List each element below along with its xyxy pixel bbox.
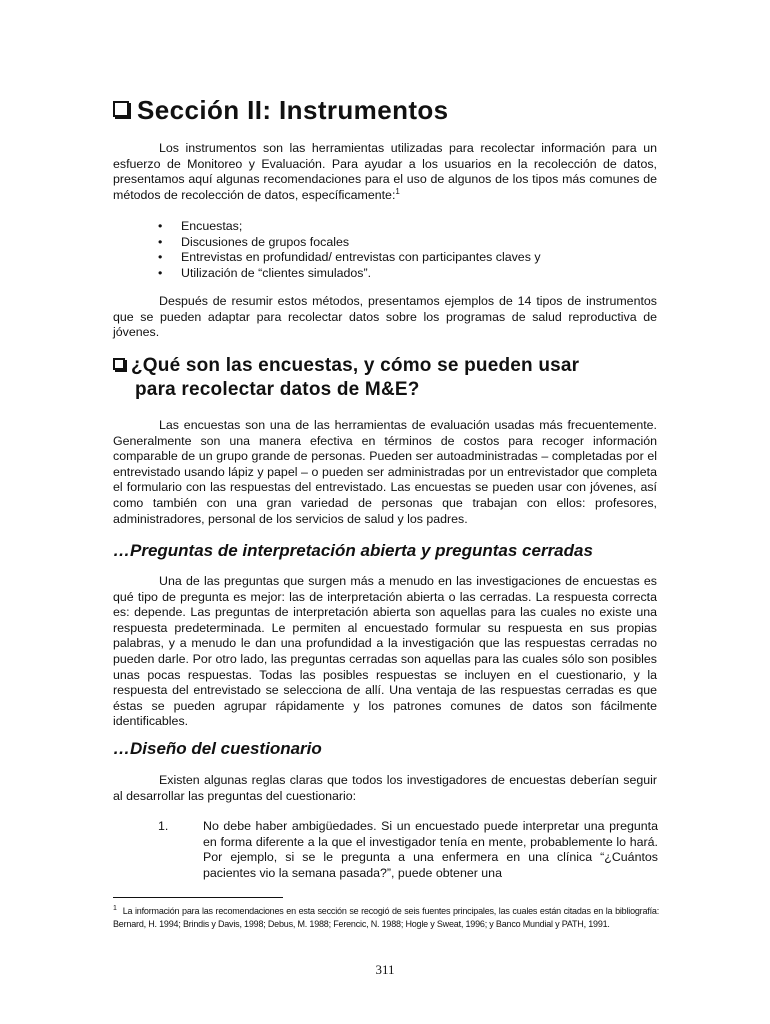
summary-paragraph: Después de resumir estos métodos, presentamos ejemplos de 14 tipos de instrumentos que se pueden adaptar para recolectar datos sobre los programas de salud reproductiva de jóvenes.	[113, 294, 657, 340]
bullet-icon: •	[158, 234, 163, 249]
questions-heading: …Preguntas de interpretación abierta y preguntas cerradas	[113, 541, 593, 560]
questions-paragraph: Una de las preguntas que surgen más a menudo en las investigaciones de encuestas es qué tipo de pregunta es mejor: las de interpretación abierta o las cerradas. La respuesta correcta es: depende. Las preguntas de interpretación abierta son aquellas para las cuales no existe una respuesta predeterminada. Le permiten al encuestado formular su respuesta en sus propias palabras, y a menudo le dan una profundidad a la investigación que las respuestas cerradas no pueden darle. Por otro lado, las preguntas cerradas son aquellas para las cuales sólo son posibles unas pocas respuestas. Todas las posibles respuestas se incluyen en el cuestionario, y la respuesta del entrevistado se selecciona de allí. Una ventaja de las respuestas cerradas es que éstas se pueden agrupar rápidamente y los patrones comunes de datos son fácilmente identificables.	[113, 574, 657, 729]
section-heading	[113, 93, 673, 127]
footnote-marker: 1	[113, 905, 117, 912]
list-item: • Entrevistas en profundidad/ entrevistas con participantes claves y	[158, 250, 541, 265]
bullet-icon: •	[158, 265, 163, 280]
rule-number: 1.	[158, 819, 169, 833]
list-item: • Utilización de “clientes simulados”.	[158, 265, 372, 280]
section-title: Sección II: Instrumentos	[137, 95, 449, 125]
list-item: • Discusiones de grupos focales	[158, 234, 350, 249]
bullet-icon: •	[158, 219, 163, 233]
checkbox-icon	[113, 358, 125, 370]
footnote-text: La información para las recomendaciones en esta sección se recogió de seis fuentes principales, las cuales están citadas en la bibliografía: Bernard, H. 1994; Brindis y Davis, 1998; Debus, M. 1988; Ferencic, N. 1988; Hogle y Sweat, 1996; y Banco Mundial y PATH, 1991.	[113, 906, 659, 929]
surveys-heading-line1: ¿Qué son las encuestas, y cómo se pueden usar	[131, 355, 580, 376]
footnote-reference: 1	[395, 186, 400, 196]
surveys-paragraph: Las encuestas son una de las herramientas de evaluación usadas más frecuentemente. Generalmente son una manera efectiva en términos de costos para recoger información comparable de un grupo grande de personas. Pueden ser autoadministradas – completadas por el entrevistado usando lápiz y papel – o pueden ser administradas por un entrevistador que completa el formulario con las respuestas del entrevistado. Las encuestas se pueden usar con jóvenes, así como también con una gran variedad de personas que trabajan con ellos: profesores, administradores, personal de los servicios de salud y los padres.	[113, 418, 657, 526]
list-item: • Encuestas;	[158, 219, 243, 233]
footnote	[113, 905, 659, 931]
methods-list	[158, 219, 658, 281]
design-paragraph: Existen algunas reglas claras que todos los investigadores de encuestas deberían seguir al desarrollar las preguntas del cuestionario:	[113, 773, 657, 803]
surveys-heading-line2: para recolectar datos de M&E?	[135, 379, 420, 400]
bullet-icon: •	[158, 250, 163, 265]
intro-paragraph	[113, 141, 657, 203]
surveys-heading	[113, 354, 673, 402]
page-number: 311	[375, 962, 395, 977]
footnote-divider	[113, 897, 283, 898]
checkbox-icon	[113, 101, 129, 117]
intro-text: Los instrumentos son las herramientas utilizadas para recolectar información para un esfuerzo de Monitoreo y Evaluación. Para ayudar a los usuarios en la recolección de datos, presentamos aquí algunas recomendaciones para el uso de algunos de los tipos más comunes de métodos de recolección de datos, específicamente:	[113, 141, 657, 202]
design-heading: …Diseño del cuestionario	[113, 739, 322, 758]
rule-text: No debe haber ambigüedades. Si un encuestado puede interpretar una pregunta en forma diferente a la que el investigador tenía en mente, probablemente lo hará. Por ejemplo, si se le pregunta a una enfermera en una clínica “¿Cuántos pacientes vio la semana pasada?”, puede obtener una	[203, 819, 658, 880]
